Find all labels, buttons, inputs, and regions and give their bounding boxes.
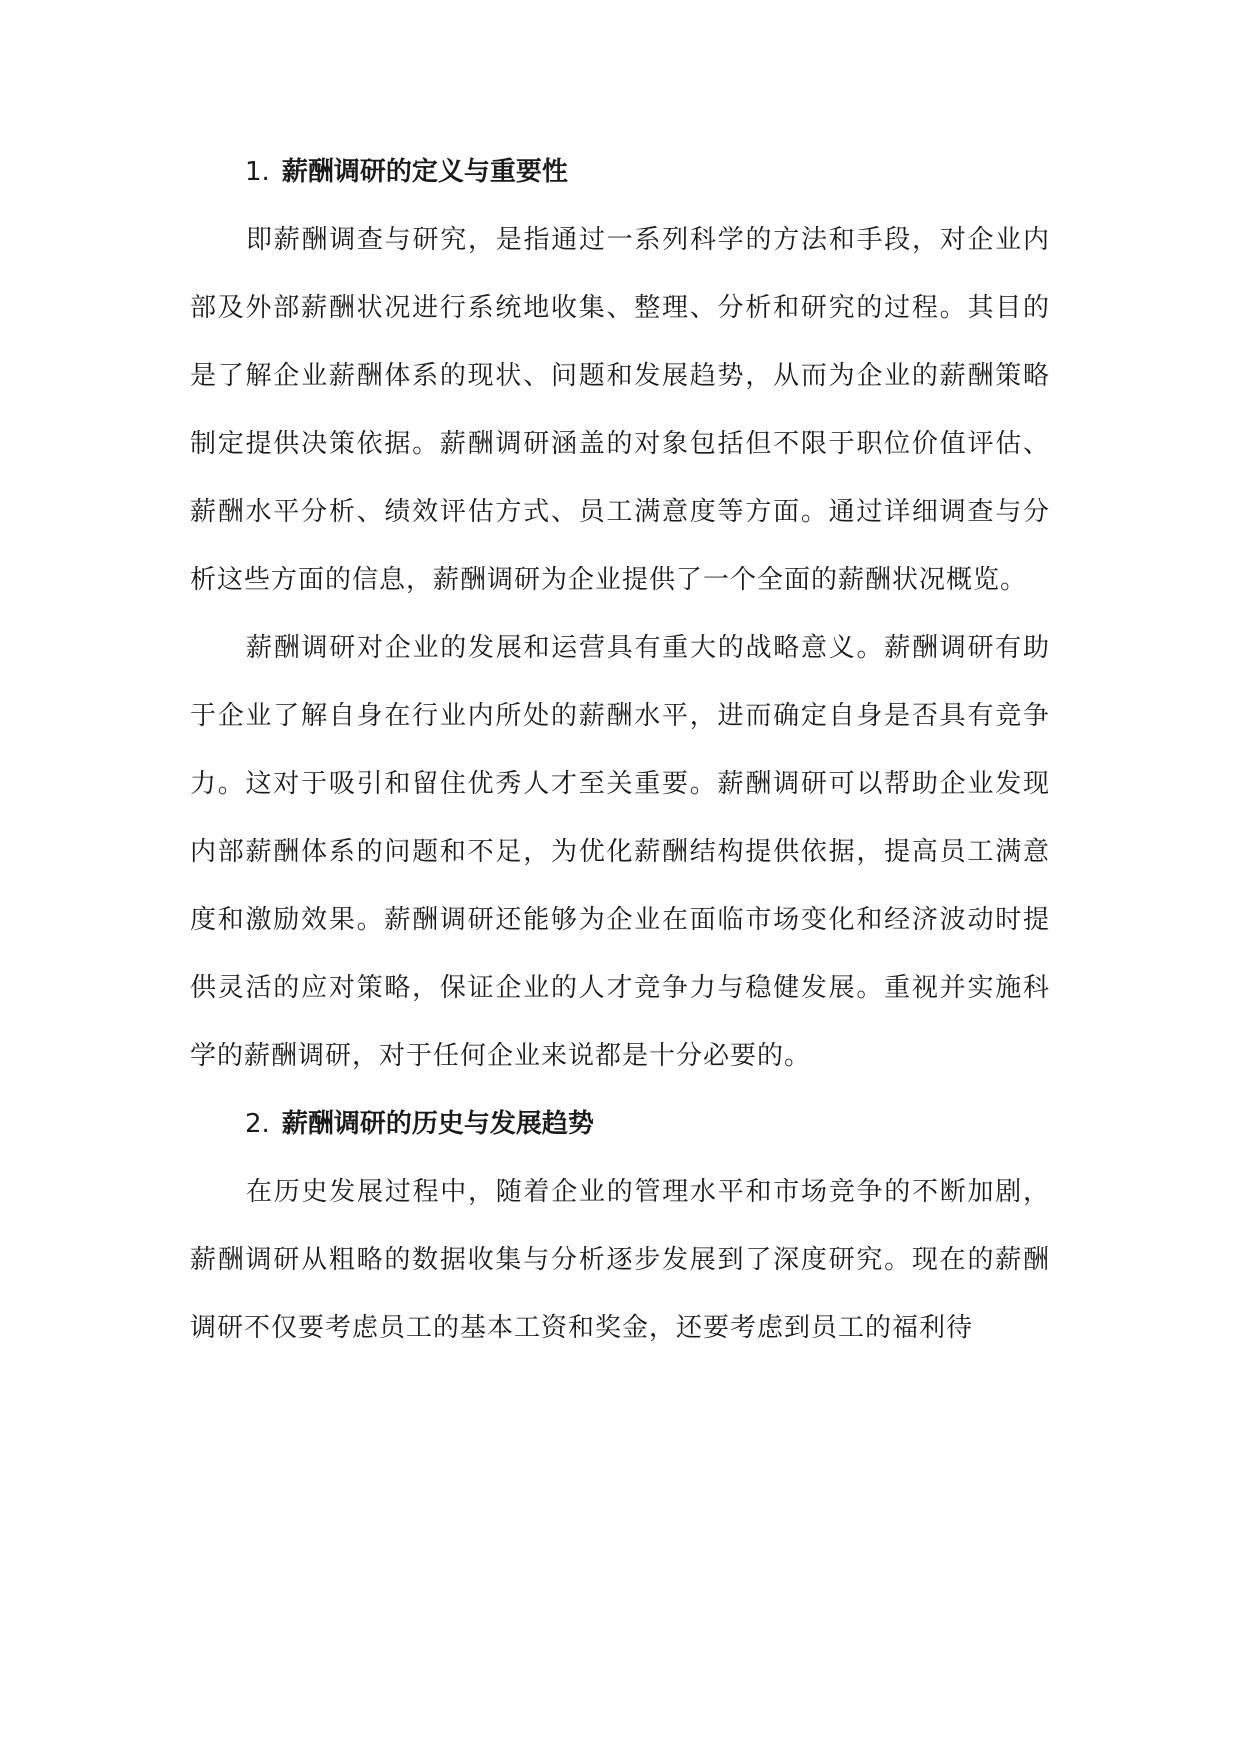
paragraph: 薪酬调研对企业的发展和运营具有重大的战略意义。薪酬调研有助于企业了解自身在行业内所处的薪酬水平，进而确定自身是否具有竞争力。这对于吸引和留住优秀人才至关重要。薪酬调研可以帮助企业发现内部薪酬体系的问题和不足，为优化薪酬结构提供依据，提高员工满意度和激励效果。薪酬调研还能够为企业在面临市场变化和经济波动时提供灵活的应对策略，保证企业的人才竞争力与稳健发展。重视并实施科学的薪酬调研，对于任何企业来说都是十分必要的。: [190, 633, 1050, 1071]
section-title: 薪酬调研的历史与发展趋势: [281, 1109, 594, 1139]
section-number: 1.: [245, 157, 270, 187]
section-heading-1: [190, 138, 1050, 206]
section-title: 薪酬调研的定义与重要性: [281, 157, 568, 187]
paragraph: 在历史发展过程中，随着企业的管理水平和市场竞争的不断加剧，薪酬调研从粗略的数据收集与分析逐步发展到了深度研究。现在的薪酬调研不仅要考虑员工的基本工资和奖金，还要考虑到员工的福利待: [190, 1177, 1050, 1343]
section-number: 2.: [245, 1109, 270, 1139]
section-heading-2: [190, 1090, 1050, 1158]
document-body: [190, 138, 1050, 1362]
paragraph: 即薪酬调查与研究，是指通过一系列科学的方法和手段，对企业内部及外部薪酬状况进行系统地收集、整理、分析和研究的过程。其目的是了解企业薪酬体系的现状、问题和发展趋势，从而为企业的薪酬策略制定提供决策依据。薪酬调研涵盖的对象包括但不限于职位价值评估、薪酬水平分析、绩效评估方式、员工满意度等方面。通过详细调查与分析这些方面的信息，薪酬调研为企业提供了一个全面的薪酬状况概览。: [190, 225, 1050, 595]
